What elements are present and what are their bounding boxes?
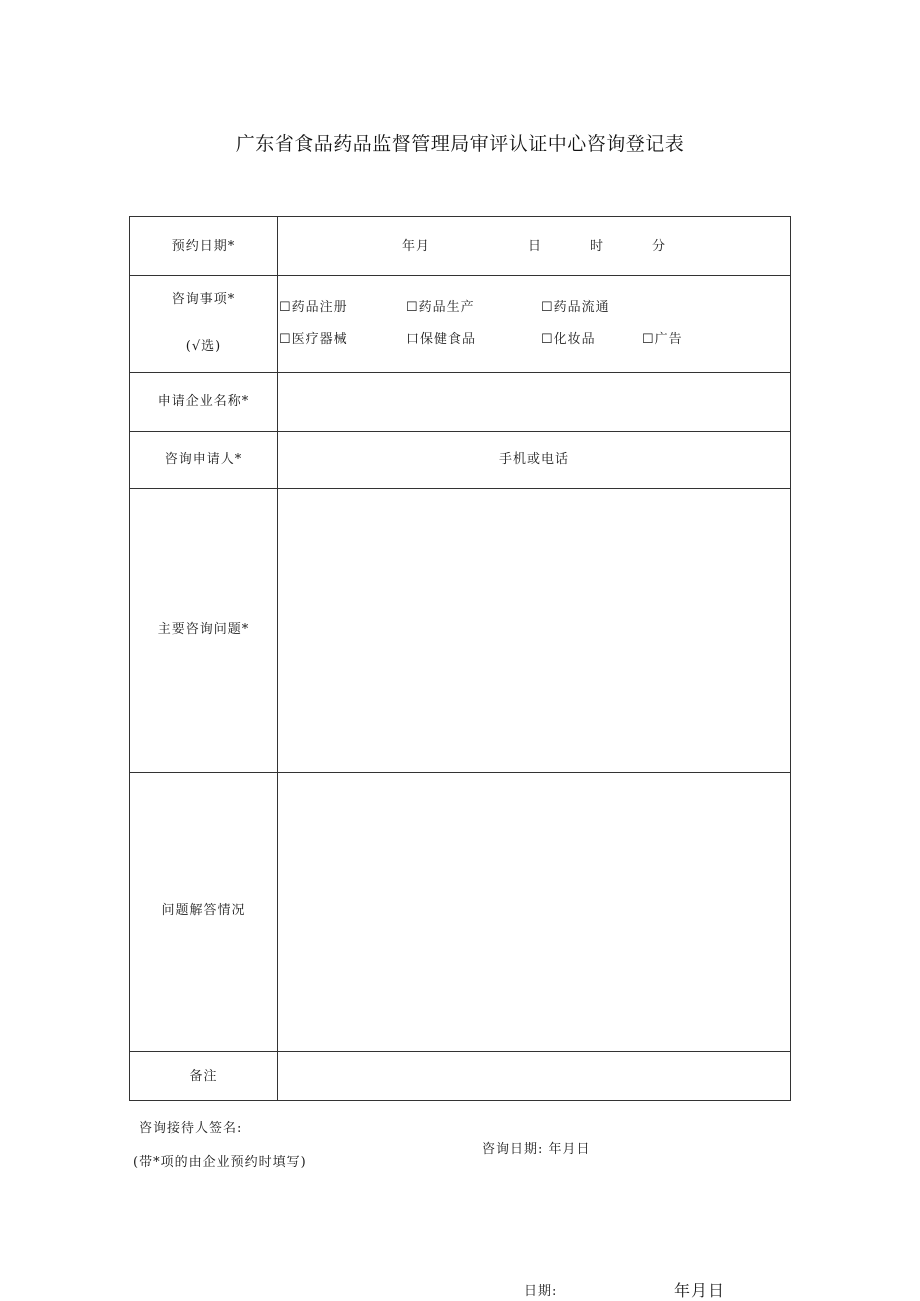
remarks-field[interactable] [278, 1052, 790, 1100]
answer-field[interactable] [278, 773, 790, 1051]
answer-label: 问题解答情况 [161, 903, 246, 918]
option-label: 医疗器械 [291, 332, 348, 347]
registration-form [129, 216, 791, 1101]
option-label: 药品生产 [418, 300, 475, 315]
company-name-field[interactable] [278, 373, 790, 431]
applicant-label: 咨询申请人* [164, 452, 243, 467]
option-label: 广告 [654, 332, 683, 347]
appointment-year-month[interactable]: 年月 [402, 239, 431, 254]
checkbox-icon[interactable]: ☐ [642, 332, 655, 347]
option-label: 药品注册 [291, 300, 348, 315]
checkbox-icon[interactable]: ☐ [541, 300, 554, 315]
checkbox-icon[interactable]: ☐ [279, 300, 292, 315]
consult-items-hint: (√选) [185, 339, 222, 354]
row-divider [130, 275, 790, 276]
footer-note: (带*项的由企业预约时填写) [133, 1155, 307, 1170]
main-question-label: 主要咨询问题* [157, 622, 250, 637]
date-value: 年月日 [674, 1281, 726, 1300]
row-divider [130, 431, 790, 432]
option-health-food[interactable] [406, 332, 476, 348]
consult-date: 咨询日期: 年月日 [482, 1142, 591, 1157]
main-question-field[interactable] [278, 489, 790, 772]
checkbox-icon[interactable]: ☐ [541, 332, 554, 347]
checkbox-icon[interactable]: ☐ [406, 300, 419, 315]
page-title: 广东省食品药品监督管理局审评认证中心咨询登记表 [235, 133, 685, 155]
company-name-label: 申请企业名称* [157, 394, 250, 409]
checkbox-icon[interactable]: 口 [406, 332, 421, 347]
option-label: 药品流通 [553, 300, 610, 315]
receiver-signature-label: 咨询接待人签名: [139, 1121, 243, 1136]
phone-label: 手机或电话 [498, 452, 569, 467]
checkbox-icon[interactable]: ☐ [279, 332, 292, 347]
option-advertising[interactable] [642, 332, 683, 348]
appointment-minute[interactable]: 分 [652, 239, 667, 254]
appointment-date-label: 预约日期* [171, 239, 236, 254]
date-label: 日期: [524, 1284, 558, 1299]
option-drug-production[interactable] [406, 300, 475, 316]
appointment-hour[interactable]: 时 [590, 239, 605, 254]
option-cosmetics[interactable] [541, 332, 596, 348]
consult-items-label: 咨询事项* [171, 292, 236, 307]
appointment-day[interactable]: 日 [528, 239, 543, 254]
option-drug-registration[interactable] [279, 300, 348, 316]
option-label: 保健食品 [420, 332, 477, 347]
option-drug-distribution[interactable] [541, 300, 610, 316]
option-label: 化妆品 [553, 332, 596, 347]
option-medical-devices[interactable] [279, 332, 348, 348]
remarks-label: 备注 [189, 1069, 218, 1084]
